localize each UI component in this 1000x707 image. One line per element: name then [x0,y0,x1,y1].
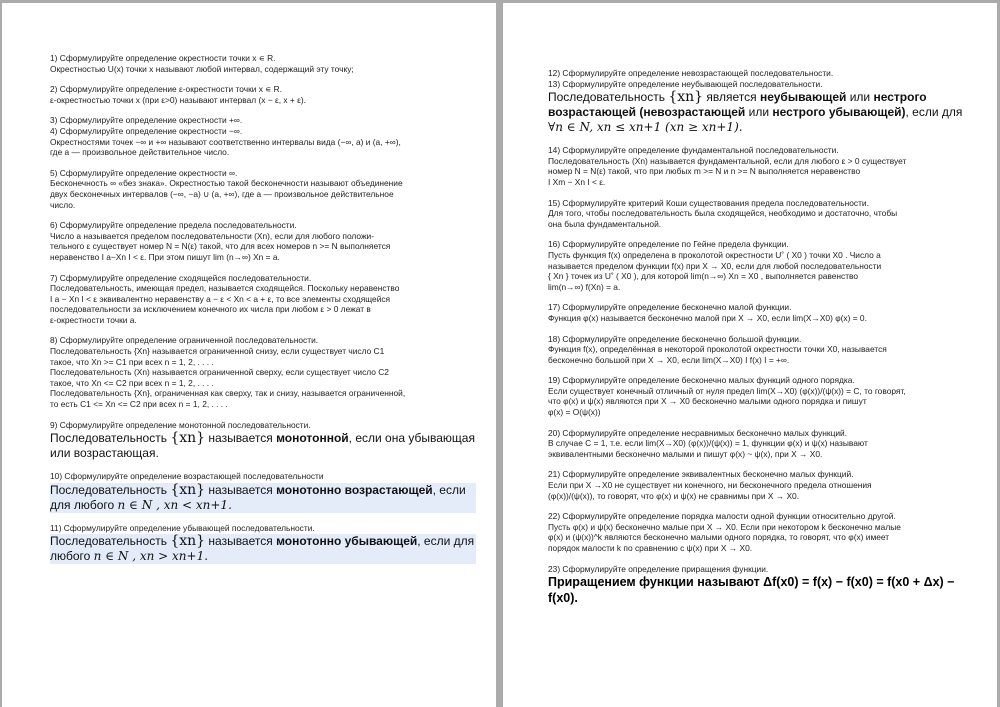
answer-text: φ(x) и (ψ(x))^k являются бесконечно малыми одного порядка, то говорят, что φ(x) имеет [548,532,890,543]
answer-text: Функция f(x), определённая в некоторой проколотой окрестности точки X0, называется [548,344,887,355]
question-title: 16) Сформулируйте определение по Гейне предела функции. [548,239,789,250]
question-17 [548,302,979,323]
sequence-symbol: {xn} [170,481,206,498]
answer-text: Последовательность, имеющая предел, называется сходящейся. Поскольку неравенство [50,283,400,294]
answer-text: I a − Xn I < ε эквивалентно неравенству a − ε < Xn < a + ε, то все элементы сходящейся [50,293,391,304]
answer-text: Последовательность {Xn} называется ограниченной снизу, если существует число C1 [50,346,385,357]
question-12-13 [548,68,979,135]
question-title: 3) Сформулируйте определение окрестности +∞. [50,115,243,126]
highlighted-answer: Последовательность {xn} называется монотонно убывающей, если для любого n ∈ N , xn > xn+1. [50,533,475,564]
math-formula: ∀n ∈ N, xn ≤ xn+1 (xn ≥ xn+1). [548,120,743,135]
question-14 [548,145,979,187]
question-15 [548,198,979,230]
question-9 [50,420,476,462]
question-1 [50,53,476,74]
question-title: 19) Сформулируйте определение бесконечно малых функций одного порядка. [548,375,855,386]
answer-text: Приращением функции называют Δf(x0) = f(x) − f(x0) = f(x0 + Δx) − [548,575,955,590]
question-title: 7) Сформулируйте определение сходящейся последовательности. [50,272,312,283]
answer-text: называется пределом функции f(x) при X → X0, если для любой последовательности [548,260,882,271]
answer-text: Последовательность {Xn}, ограниченная как сверху, так и снизу, называется ограниченной, [50,388,406,399]
answer-text: Для того, чтобы последовательность была сходящейся, необходимо и достаточно, чтобы [548,208,898,219]
sequence-symbol: {xn} [170,430,206,447]
answer-text: Функция φ(x) называется бесконечно малой при X → X0, если lim(X→X0) φ(x) = 0. [548,312,867,323]
question-title: 17) Сформулируйте определение бесконечно малой функции. [548,302,792,313]
question-18 [548,334,979,366]
answer-text: Если при X →X0 не существует ни конечного, ни бесконечного предела отношения [548,480,872,491]
answer-text: Последовательность (Xn) называется ограниченной сверху, если существует число C2 [50,367,389,378]
question-title: 9) Сформулируйте определение монотонной последовательности. [50,419,311,430]
answer-text: (φ(x))/(ψ(x)), то говорят, что φ(x) и ψ(x) не сравнимы при X → X0. [548,490,800,501]
answer-text: Число a называется пределом последовательности (Xn), если для любого положи- [50,230,375,241]
answer-text: I Xm − Xn I < ε. [548,176,606,187]
sequence-symbol: {xn} [170,533,206,550]
highlighted-answer: Последовательность {xn} называется монотонно возрастающей, если для любого n ∈ N , xn < xn+1. [50,483,476,513]
question-7 [50,273,476,326]
question-title: 4) Сформулируйте определение окрестности −∞. [50,125,243,136]
question-title: 22) Сформулируйте определение порядка малости одной функции относительно другой. [548,511,896,522]
question-title: 18) Сформулируйте определение бесконечно большой функции. [548,333,802,344]
right-page [503,3,997,707]
question-title: 2) Сформулируйте определение ε-окрестности точки x ∊ R. [50,84,282,95]
question-2 [50,84,476,105]
answer-text: двух бесконечных интервалов (−∞, −a) ∪ (a, +∞), где a — произвольное действительное [50,188,394,199]
answer-text: В случае C = 1, т.е. если lim(X→X0) (φ(x))/(ψ(x)) = 1, функции φ(x) и ψ(x) называют [548,438,868,449]
question-11 [50,523,476,565]
answer-text: Если существует конечный отличный от нуля предел lim(X→X0) (φ(x))/(ψ(x)) = C, то говорят, [548,385,906,396]
question-23 [548,564,979,607]
question-title: 20) Сформулируйте определение несравнимых бесконечно малых функций. [548,427,848,438]
answer-text: Последовательность {xn} называется монотонной, если она убывающая или возрастающая. [50,430,475,461]
question-title: 13) Сформулируйте определение неубывающей последовательности. [548,78,823,89]
answer-text: ε-окрестности точки a. [50,314,137,325]
question-title: 23) Сформулируйте определение приращения функции. [548,563,769,574]
question-title: 14) Сформулируйте определение фундаментальной последовательности. [548,145,839,156]
question-title: 15) Сформулируйте критерий Коши существования предела последовательности. [548,197,869,208]
question-title: 12) Сформулируйте определение невозрастающей последовательности. [548,68,834,78]
question-title: 6) Сформулируйте определение предела последовательности. [50,220,297,231]
question-10 [50,471,476,513]
question-6 [50,220,476,262]
question-21 [548,469,979,501]
answer-text: неравенство I a−Xn I < ε. При этом пишут lim (n→∞) Xn = a. [50,251,280,262]
question-22 [548,511,979,553]
question-8 [50,335,476,409]
answer-text: эквивалентными бесконечно малыми и пишут φ(x) ~ ψ(x), при X → X0. [548,448,823,459]
question-title: 1) Сформулируйте определение окрестности точки x ∊ R. [50,53,276,63]
answer-text: f(x0). [548,591,578,606]
answer-text: такое, что Xn >= C1 при всех n = 1, 2, . . . . [50,356,214,367]
left-page [2,3,496,707]
answer-text: где a — произвольное действительное число. [50,147,230,158]
question-title: 21) Сформулируйте определение эквивалентных бесконечно малых функций. [548,469,854,480]
answer-text: тельного ε существует номер N = N(ε) такой, что для всех номеров n >= N выполняется [50,241,391,252]
question-title: 8) Сформулируйте определение ограниченной последовательности. [50,335,319,346]
sequence-symbol: {xn} [668,89,704,106]
answer-text: последовательности за исключением конечного их числа при любом ε > 0 лежат в [50,304,371,315]
question-title: 11) Сформулируйте определение убывающей последовательности. [50,522,315,533]
answer-text: бесконечно большой при X → X0, если lim(X→X0) I f(x) I = +∞. [548,354,790,365]
answer-text: { Xn } точек из U˚ ( X0 ), для которой lim(n→∞) Xn = X0 , выполняется равенство [548,271,859,282]
answer-text: Последовательность {xn} является неубывающей или нестрого возрастающей (невозрастающей или нестрого убывающей), если для ∀n ∈ N, xn ≤ xn+1 (xn ≥ xn+1). [548,89,963,135]
question-5 [50,168,476,210]
answer-text: φ(x) = O(ψ(x)) [548,407,601,418]
answer-text: что φ(x) и ψ(x) являются при X → X0 бесконечно малыми одного порядка и пишут [548,396,867,407]
answer-text: Пусть функция f(x) определена в проколотой окрестности U˚ ( X0 ) точки X0 . Число a [548,249,881,260]
answer-text: ε-окрестностью точки x (при ε>0) называют интервал (x − ε, x + ε). [50,94,307,105]
answer-text: Бесконечность ∞ «без знака». Окрестностью такой бесконечности называют объединение [50,178,403,189]
answer-text: Окрестностью U(x) точки x называют любой интервал, содержащий эту точку; [50,63,354,74]
answer-text: номер N = N(ε) такой, что при любых m >= N и n >= N выполняется неравенство [548,166,861,177]
answer-text: она была фундаментальной. [548,218,662,229]
question-16 [548,239,979,292]
answer-text: число. [50,199,76,210]
answer-text: Последовательность (Xn) называется фундаментальной, если для любого ε > 0 существует [548,155,907,166]
question-title: 10) Сформулируйте определение возрастающей последовательности [50,471,324,482]
answer-text: порядок малости k по сравнению с ψ(x) при X → X0. [548,543,753,553]
answer-text: lim(n→∞) f(Xn) = a. [548,281,621,292]
math-formula: n ∈ N , xn < xn+1. [117,497,232,512]
math-formula: n ∈ N , xn > xn+1. [93,549,209,564]
question-19 [548,375,979,417]
answer-text: то есть C1 <= Xn <= C2 при всех n = 1, 2, . . . . [50,399,228,410]
answer-text: Пусть φ(x) и ψ(x) бесконечно малые при X → X0. Если при некотором k бесконечно малые [548,521,901,532]
answer-text: Окрестностями точек −∞ и +∞ называют соответственно интервалы вида (−∞, a) и (a, +∞), [50,136,401,147]
question-20 [548,428,979,460]
question-3-4 [50,115,476,157]
question-title: 5) Сформулируйте определение окрестности ∞. [50,167,238,178]
answer-text: такое, что Xn <= C2 при всех n = 1, 2, . . . . [50,377,214,388]
